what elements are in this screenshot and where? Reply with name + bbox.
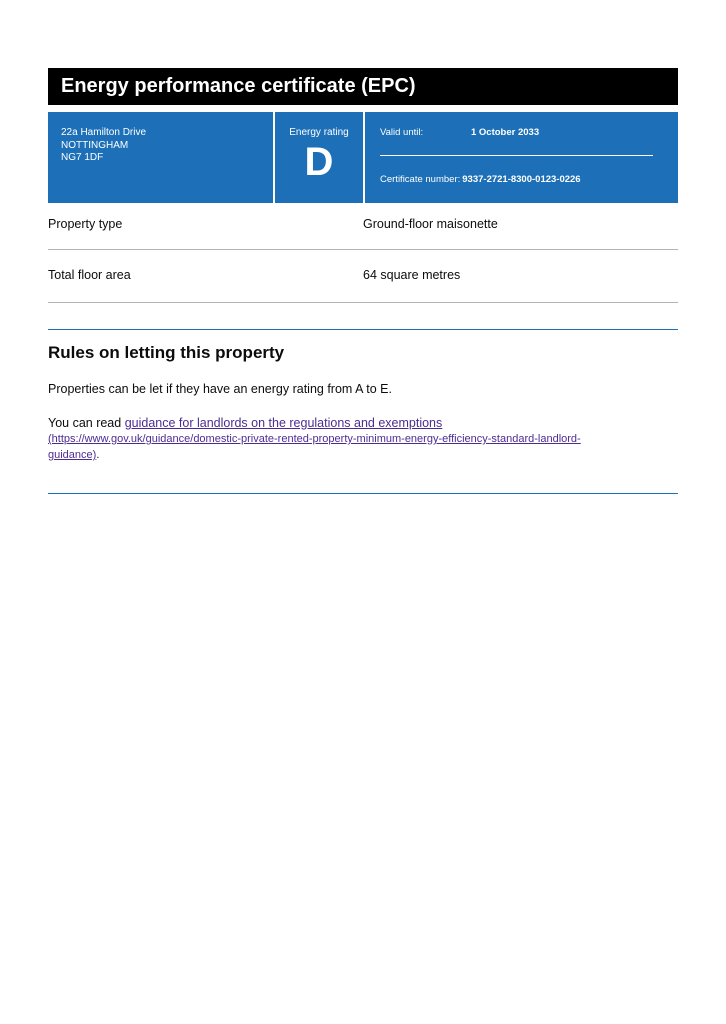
valid-until-value: 1 October 2033 <box>471 127 540 138</box>
guidance-paragraph <box>48 416 648 463</box>
certificate-number-value: 9337-2721-8300-0123-0226 <box>462 174 581 185</box>
certificate-number-label: Certificate number: <box>380 174 461 185</box>
address-panel <box>48 112 273 203</box>
guidance-url-line-2[interactable]: guidance) <box>48 449 97 461</box>
guidance-url-line-1[interactable]: (https://www.gov.uk/guidance/domestic-private-rented-property-minimum-energy-efficiency-standard-landlord- <box>48 433 581 445</box>
property-details-table <box>48 203 678 303</box>
valid-until-label: Valid until: <box>380 127 424 138</box>
page-title: Energy performance certificate (EPC) <box>48 68 678 105</box>
validity-divider <box>380 155 653 156</box>
table-row <box>48 250 678 303</box>
guidance-link[interactable]: guidance for landlords on the regulations and exemptions <box>124 416 443 430</box>
letting-rule-text: Properties can be let if they have an energy rating from A to E. <box>48 382 392 396</box>
guidance-prefix: You can read <box>48 416 125 430</box>
letting-rules-heading: Rules on letting this property <box>48 343 285 362</box>
energy-rating-panel <box>275 112 363 203</box>
floor-area-label: Total floor area <box>48 268 131 282</box>
section-divider-bottom <box>48 493 678 494</box>
valid-until-row <box>380 127 539 138</box>
certificate-number-row <box>380 174 581 185</box>
guidance-suffix: . <box>96 449 100 461</box>
property-type-value: Ground-floor maisonette <box>363 217 498 231</box>
table-row <box>48 203 678 250</box>
validity-panel <box>365 112 678 203</box>
address-line-1: 22a Hamilton Drive <box>61 127 147 138</box>
property-type-label: Property type <box>48 217 123 231</box>
energy-rating-label: Energy rating <box>289 127 349 138</box>
address-postcode: NG7 1DF <box>61 152 104 163</box>
certificate-summary <box>48 112 678 203</box>
floor-area-value: 64 square metres <box>363 268 461 282</box>
address-line-2: NOTTINGHAM <box>61 139 129 151</box>
energy-rating-letter: D <box>304 140 334 184</box>
section-divider-top <box>48 329 678 330</box>
